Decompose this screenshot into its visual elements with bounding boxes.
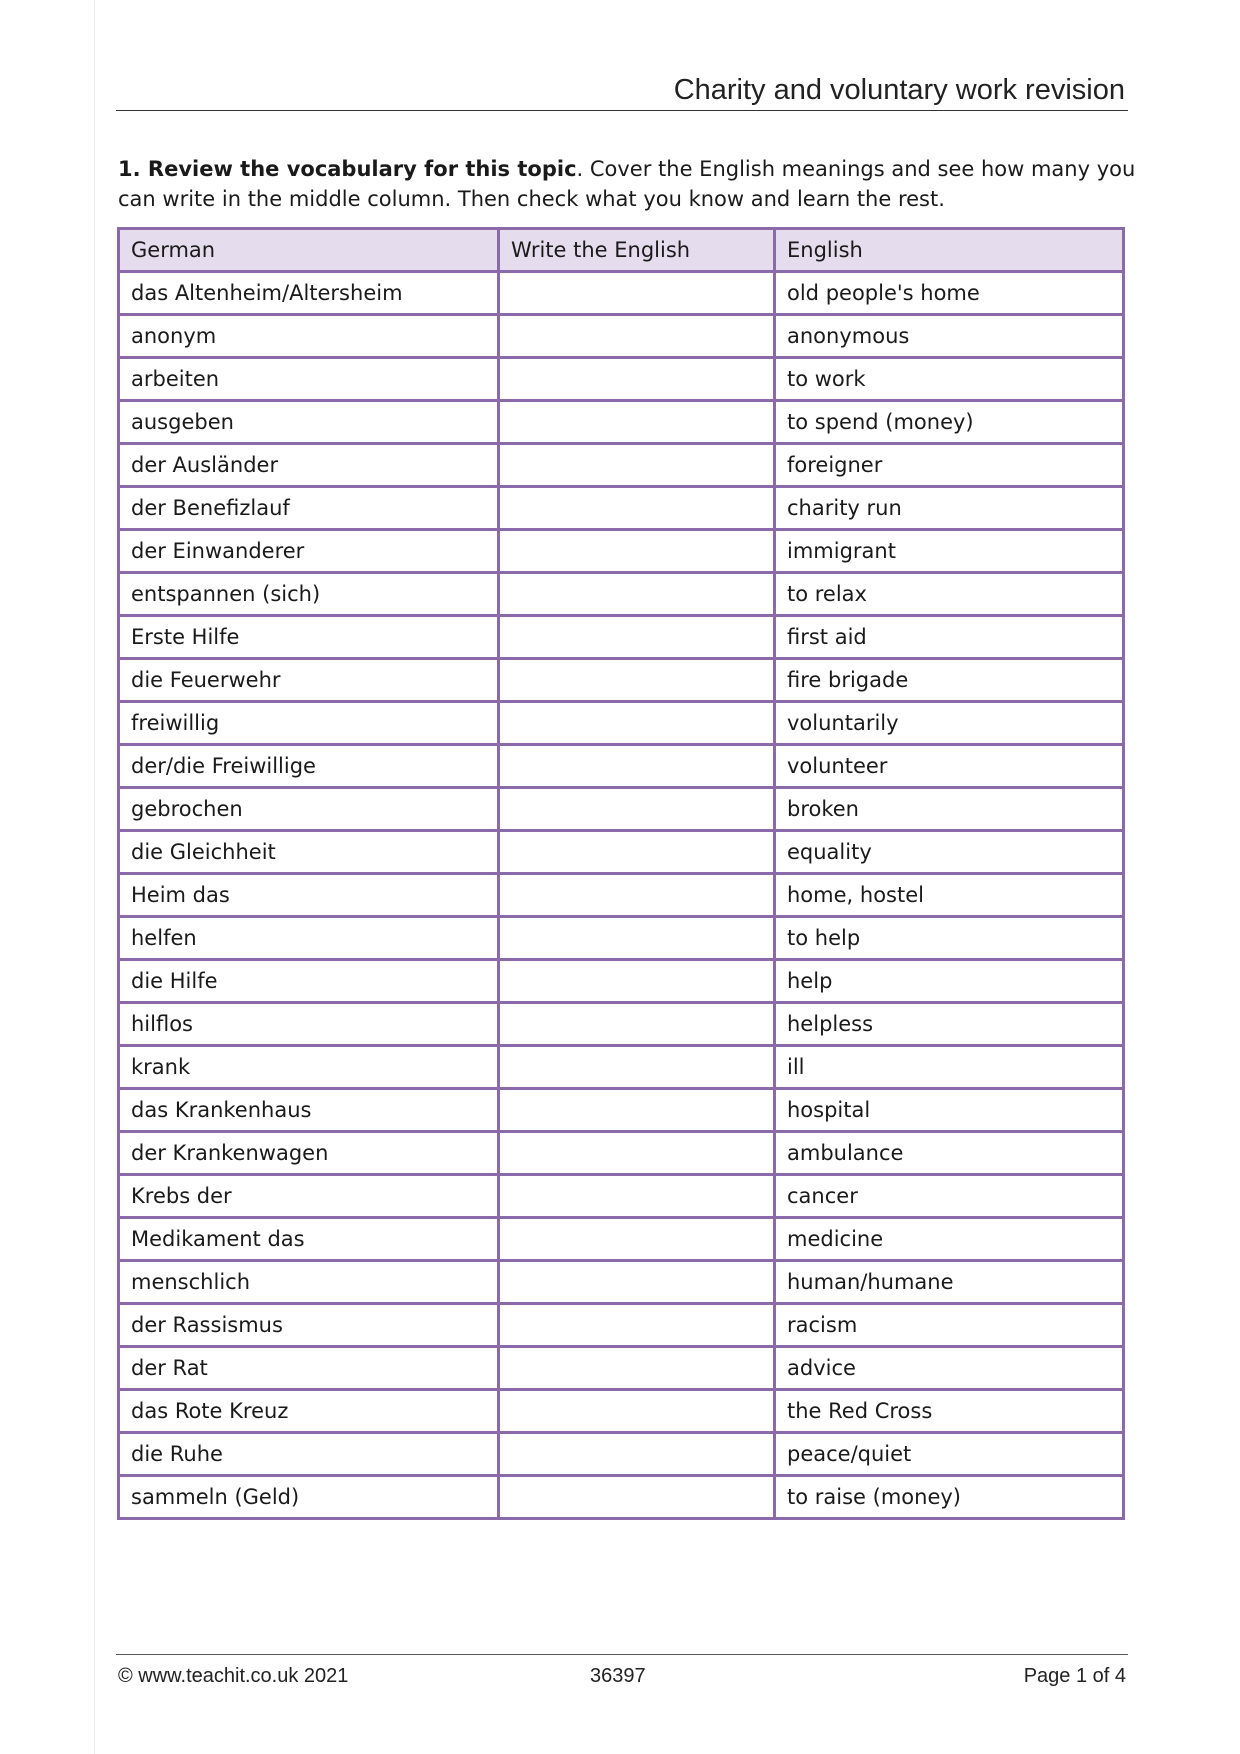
english-meaning-cell: to help — [775, 917, 1124, 960]
write-the-english-cell[interactable] — [499, 358, 775, 401]
german-word-cell: der/die Freiwillige — [119, 745, 499, 788]
german-word-cell: das Krankenhaus — [119, 1089, 499, 1132]
german-word-cell: der Krankenwagen — [119, 1132, 499, 1175]
write-the-english-cell[interactable] — [499, 745, 775, 788]
write-the-english-cell[interactable] — [499, 1347, 775, 1390]
english-meaning-cell: home, hostel — [775, 874, 1124, 917]
table-row — [119, 1476, 1124, 1519]
table-row — [119, 874, 1124, 917]
english-meaning-cell: advice — [775, 1347, 1124, 1390]
english-meaning-cell: help — [775, 960, 1124, 1003]
write-the-english-cell[interactable] — [499, 1132, 775, 1175]
english-meaning-cell: first aid — [775, 616, 1124, 659]
german-word-cell: die Ruhe — [119, 1433, 499, 1476]
english-meaning-cell: peace/quiet — [775, 1433, 1124, 1476]
footer-copyright: © www.teachit.co.uk 2021 — [118, 1665, 349, 1687]
english-meaning-cell: medicine — [775, 1218, 1124, 1261]
german-word-cell: die Gleichheit — [119, 831, 499, 874]
column-header-english: English — [775, 229, 1124, 272]
table-row — [119, 573, 1124, 616]
english-meaning-cell: to relax — [775, 573, 1124, 616]
table-row — [119, 401, 1124, 444]
table-row — [119, 358, 1124, 401]
german-word-cell: freiwillig — [119, 702, 499, 745]
english-meaning-cell: racism — [775, 1304, 1124, 1347]
german-word-cell: Heim das — [119, 874, 499, 917]
write-the-english-cell[interactable] — [499, 1304, 775, 1347]
english-meaning-cell: helpless — [775, 1003, 1124, 1046]
table-row — [119, 1132, 1124, 1175]
english-meaning-cell: immigrant — [775, 530, 1124, 573]
german-word-cell: der Rat — [119, 1347, 499, 1390]
write-the-english-cell[interactable] — [499, 917, 775, 960]
write-the-english-cell[interactable] — [499, 315, 775, 358]
german-word-cell: das Rote Kreuz — [119, 1390, 499, 1433]
english-meaning-cell: human/humane — [775, 1261, 1124, 1304]
english-meaning-cell: volunteer — [775, 745, 1124, 788]
table-row — [119, 960, 1124, 1003]
table-row — [119, 444, 1124, 487]
write-the-english-cell[interactable] — [499, 702, 775, 745]
write-the-english-cell[interactable] — [499, 1476, 775, 1519]
instructions-text: . Cover the English meanings and see how many you can write in the middle column. Then check what you know and learn the rest. — [118, 157, 1136, 211]
english-meaning-cell: old people's home — [775, 272, 1124, 315]
english-meaning-cell: to spend (money) — [775, 401, 1124, 444]
table-row — [119, 745, 1124, 788]
german-word-cell: das Altenheim/Altersheim — [119, 272, 499, 315]
english-meaning-cell: equality — [775, 831, 1124, 874]
page-footer — [116, 1654, 1128, 1695]
table-row — [119, 917, 1124, 960]
table-row — [119, 1003, 1124, 1046]
german-word-cell: der Rassismus — [119, 1304, 499, 1347]
table-row — [119, 616, 1124, 659]
english-meaning-cell: voluntarily — [775, 702, 1124, 745]
table-row — [119, 788, 1124, 831]
english-meaning-cell: broken — [775, 788, 1124, 831]
german-word-cell: hilflos — [119, 1003, 499, 1046]
table-row — [119, 1089, 1124, 1132]
footer-page-number: Page 1 of 4 — [1023, 1665, 1126, 1687]
german-word-cell: die Hilfe — [119, 960, 499, 1003]
german-word-cell: Krebs der — [119, 1175, 499, 1218]
english-meaning-cell: foreigner — [775, 444, 1124, 487]
german-word-cell: Medikament das — [119, 1218, 499, 1261]
table-header-row — [119, 229, 1124, 272]
german-word-cell: der Ausländer — [119, 444, 499, 487]
write-the-english-cell[interactable] — [499, 444, 775, 487]
table-row — [119, 272, 1124, 315]
vocabulary-table — [117, 227, 1125, 1520]
german-word-cell: gebrochen — [119, 788, 499, 831]
column-header-write-the-english: Write the English — [499, 229, 775, 272]
table-row — [119, 1046, 1124, 1089]
write-the-english-cell[interactable] — [499, 831, 775, 874]
english-meaning-cell: the Red Cross — [775, 1390, 1124, 1433]
table-row — [119, 530, 1124, 573]
table-row — [119, 1433, 1124, 1476]
table-row — [119, 487, 1124, 530]
english-meaning-cell: cancer — [775, 1175, 1124, 1218]
write-the-english-cell[interactable] — [499, 659, 775, 702]
table-row — [119, 702, 1124, 745]
instructions-heading: 1. Review the vocabulary for this topic — [118, 157, 577, 181]
table-row — [119, 315, 1124, 358]
german-word-cell: die Feuerwehr — [119, 659, 499, 702]
footer-resource-code: 36397 — [590, 1665, 646, 1687]
write-the-english-cell[interactable] — [499, 1046, 775, 1089]
table-body — [119, 272, 1124, 1519]
german-word-cell: ausgeben — [119, 401, 499, 444]
write-the-english-cell[interactable] — [499, 487, 775, 530]
german-word-cell: helfen — [119, 917, 499, 960]
instructions — [118, 154, 1138, 214]
table-row — [119, 831, 1124, 874]
german-word-cell: menschlich — [119, 1261, 499, 1304]
english-meaning-cell: charity run — [775, 487, 1124, 530]
write-the-english-cell[interactable] — [499, 874, 775, 917]
english-meaning-cell: to raise (money) — [775, 1476, 1124, 1519]
write-the-english-cell[interactable] — [499, 788, 775, 831]
write-the-english-cell[interactable] — [499, 1433, 775, 1476]
write-the-english-cell[interactable] — [499, 1089, 775, 1132]
table-row — [119, 1347, 1124, 1390]
write-the-english-cell[interactable] — [499, 530, 775, 573]
german-word-cell: anonym — [119, 315, 499, 358]
german-word-cell: der Benefizlauf — [119, 487, 499, 530]
english-meaning-cell: hospital — [775, 1089, 1124, 1132]
table-row — [119, 1390, 1124, 1433]
english-meaning-cell: to work — [775, 358, 1124, 401]
write-the-english-cell[interactable] — [499, 272, 775, 315]
write-the-english-cell[interactable] — [499, 1218, 775, 1261]
german-word-cell: der Einwanderer — [119, 530, 499, 573]
english-meaning-cell: anonymous — [775, 315, 1124, 358]
write-the-english-cell[interactable] — [499, 1261, 775, 1304]
table-row — [119, 1175, 1124, 1218]
german-word-cell: arbeiten — [119, 358, 499, 401]
table-row — [119, 1261, 1124, 1304]
table-row — [119, 1218, 1124, 1261]
english-meaning-cell: ill — [775, 1046, 1124, 1089]
table-row — [119, 659, 1124, 702]
write-the-english-cell[interactable] — [499, 960, 775, 1003]
english-meaning-cell: ambulance — [775, 1132, 1124, 1175]
column-header-german: German — [119, 229, 499, 272]
german-word-cell: Erste Hilfe — [119, 616, 499, 659]
write-the-english-cell[interactable] — [499, 573, 775, 616]
german-word-cell: sammeln (Geld) — [119, 1476, 499, 1519]
write-the-english-cell[interactable] — [499, 401, 775, 444]
page-header — [116, 70, 1128, 111]
german-word-cell: krank — [119, 1046, 499, 1089]
english-meaning-cell: fire brigade — [775, 659, 1124, 702]
page-edge — [94, 0, 95, 1754]
german-word-cell: entspannen (sich) — [119, 573, 499, 616]
table-row — [119, 1304, 1124, 1347]
write-the-english-cell[interactable] — [499, 1390, 775, 1433]
page-title: Charity and voluntary work revision — [673, 74, 1125, 106]
write-the-english-cell[interactable] — [499, 1175, 775, 1218]
write-the-english-cell[interactable] — [499, 1003, 775, 1046]
write-the-english-cell[interactable] — [499, 616, 775, 659]
